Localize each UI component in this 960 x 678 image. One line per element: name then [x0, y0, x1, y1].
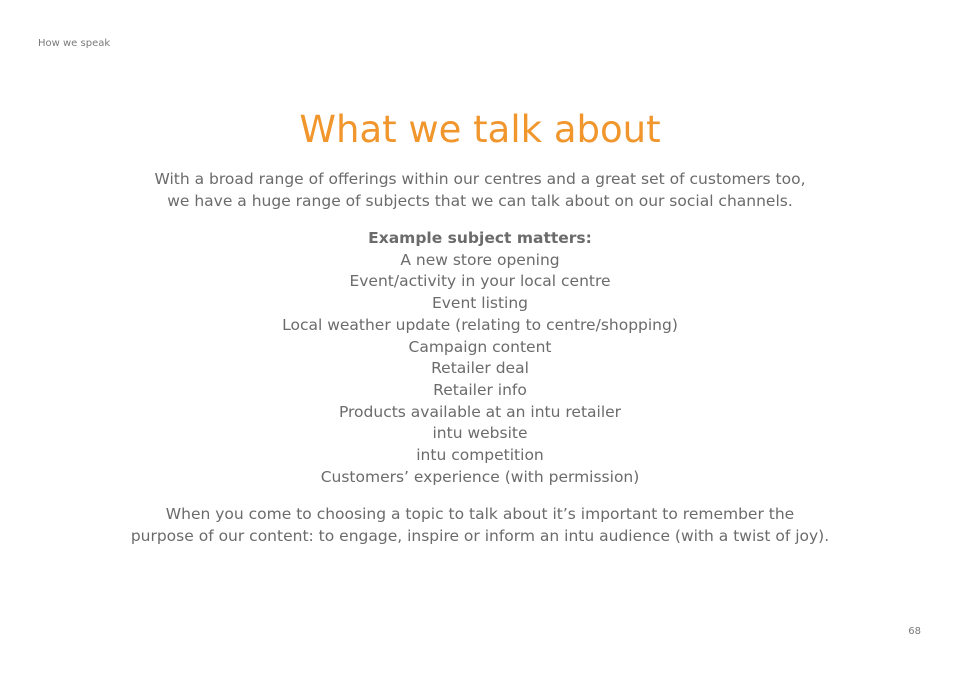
list-item: Event/activity in your local centre [349, 272, 611, 291]
examples-list [0, 250, 960, 489]
list-item: Products available at an intu retailer [338, 402, 622, 421]
list-item: Local weather update (relating to centre/shopping) [282, 315, 678, 334]
closing-line: When you come to choosing a topic to talk about it’s important to remember the [165, 505, 795, 523]
section-label: How we speak [38, 38, 111, 49]
list-item: Event listing [431, 294, 529, 313]
closing-paragraph [0, 503, 960, 547]
intro-line: we have a huge range of subjects that we can talk about on our social channels. [167, 192, 793, 210]
list-item: Retailer info [433, 380, 527, 399]
list-item: Customers’ experience (with permission) [320, 467, 640, 486]
examples-heading: Example subject matters: [368, 229, 592, 247]
closing-line: purpose of our content: to engage, inspire or inform an intu audience (with a twist of joy). [130, 527, 830, 545]
intro-line: With a broad range of offerings within our centres and a great set of customers too, [154, 170, 806, 188]
intro-paragraph [0, 168, 960, 212]
list-item: intu website [432, 424, 528, 443]
list-item: Campaign content [408, 337, 552, 356]
page-title: What we talk about [299, 108, 661, 151]
list-item: Retailer deal [431, 359, 529, 378]
page-number: 68 [908, 626, 921, 637]
example-subjects [0, 228, 960, 488]
list-item: intu competition [416, 446, 544, 465]
list-item: A new store opening [400, 250, 560, 269]
